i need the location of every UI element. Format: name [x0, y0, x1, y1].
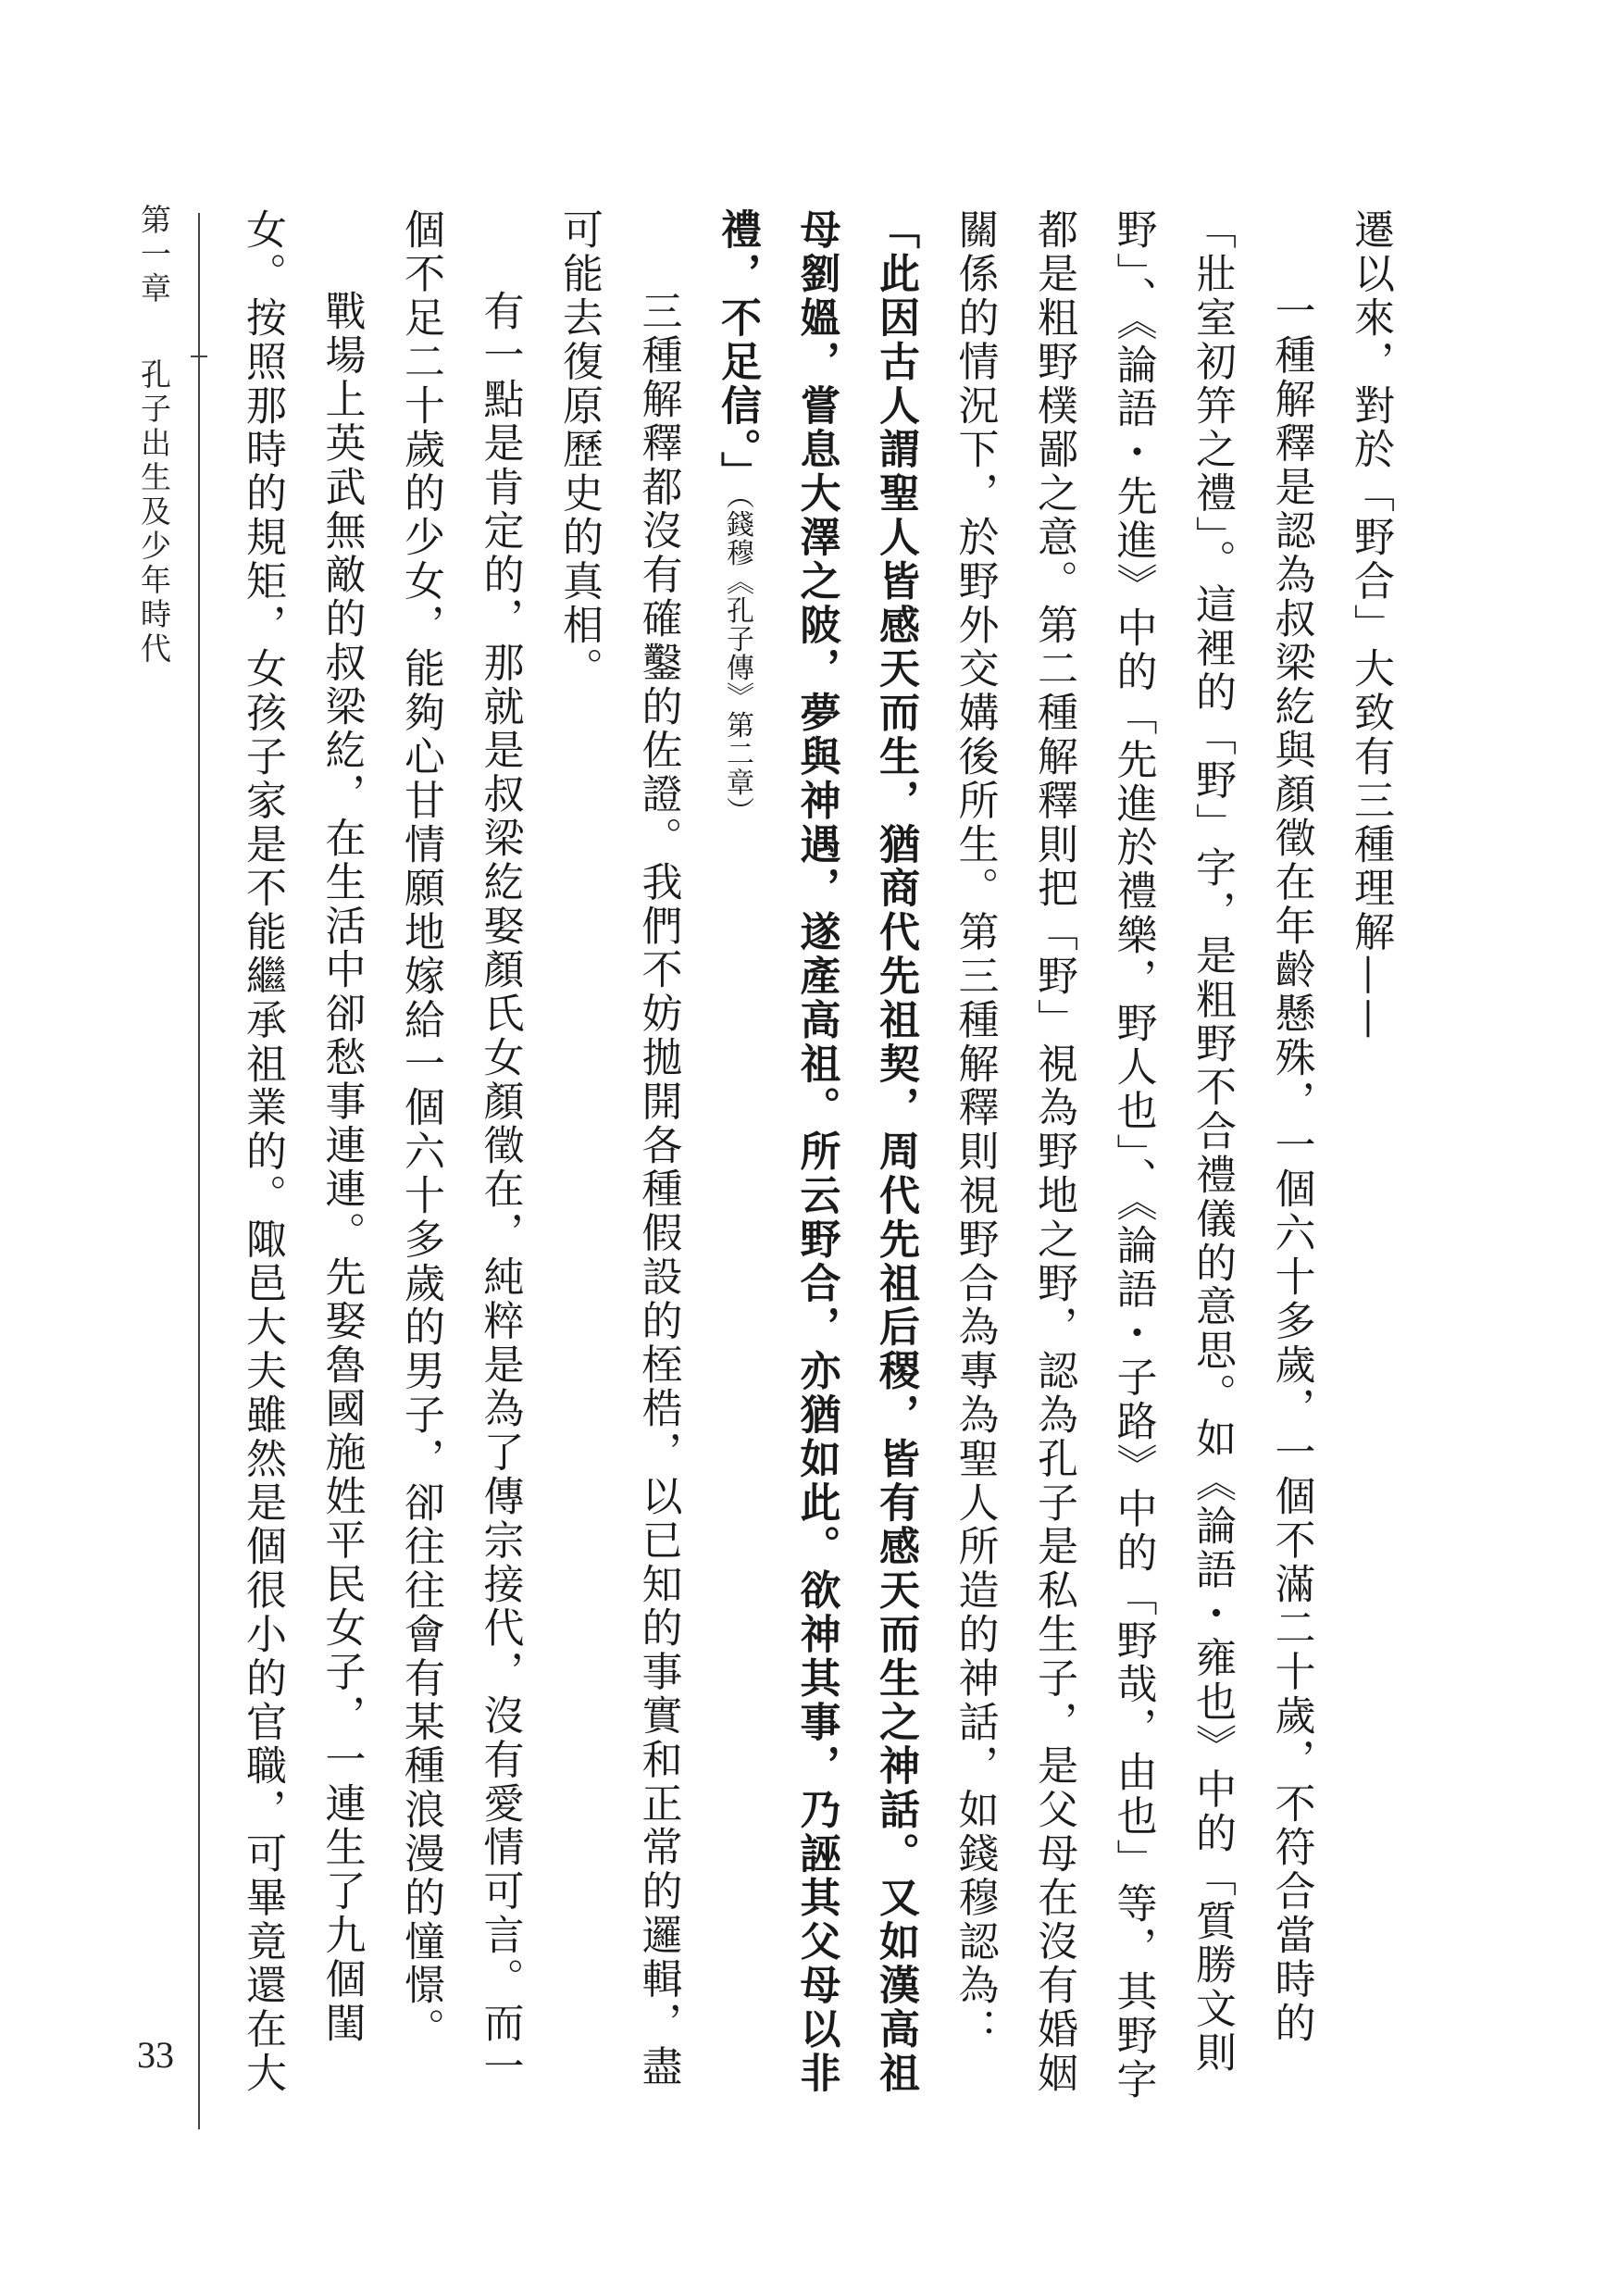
citation: （錢穆《孔子傳》第二章） — [721, 494, 753, 826]
running-head-title: 孔子出生及少年時代 — [136, 358, 172, 667]
paragraph-1: 遷以來，對於「野合」大致有三種理解—— — [1347, 208, 1394, 1042]
running-head-rule — [198, 213, 200, 2129]
main-text-block — [206, 208, 1410, 2115]
paragraph-5: 戰場上英武無敵的叔梁紇，在生活中卻愁事連連。先娶魯國施姓平民女子，一連生了九個閨女。按照那時的規矩，女孩子家是不能繼承祖業的。陬邑大夫雖然是個很小的官職，可畢竟還在大 — [239, 208, 366, 2096]
qian-mu-quote: 「此因古人謂聖人皆感天而生，猶商代先祖契，周代先祖后稷，皆有感天而生之神話。又如漢高祖母劉媼，嘗息大澤之陂，夢與神遇，遂產高祖。所云野合，亦猶如此。欲神其事，乃誣其父母以非禮，不足信。」 — [714, 208, 919, 2096]
paragraph-4: 有一點是肯定的，那就是叔梁紇娶顏氏女顏徵在，純粹是為了傳宗接代，沒有愛情可言。而一個不足二十歲的少女，能夠心甘情願地嫁給一個六十多歲的男子，卻往往會有某種浪漫的憧憬。 — [397, 208, 524, 2090]
running-head — [136, 204, 172, 667]
paragraph-2 — [698, 208, 1331, 2115]
running-head-tick — [191, 356, 207, 357]
running-head-chapter: 第一章 — [136, 204, 172, 306]
paragraph-2-text: 一種解釋是認為叔梁紇與顏徵在年齡懸殊，一個六十多歲，一個不滿二十歲，不符合當時的「壯室初笄之禮」。這裡的「野」字，是粗野不合禮儀的意思。如《論語・雍也》中的「質勝文則野」、《論語・先進》中的「先進於禮樂，野人也」、《論語・子路》中的「野哉，由也」等，其野字都是粗野樸鄙之意。第二種解釋則把「野」視為野地之野，認為孔子是私生子，是父母在沒有婚姻關係的情況下，於野外交媾後所生。第三種解釋則視野合為專為聖人所造的神話，如錢穆認為： — [951, 208, 1315, 2102]
paragraph-3: 三種解釋都沒有確鑿的佐證。我們不妨拋開各種假設的桎梏，以已知的事實和正常的邏輯，盡可能去復原歷史的真相。 — [555, 208, 682, 2090]
page-number: 33 — [137, 2034, 174, 2076]
